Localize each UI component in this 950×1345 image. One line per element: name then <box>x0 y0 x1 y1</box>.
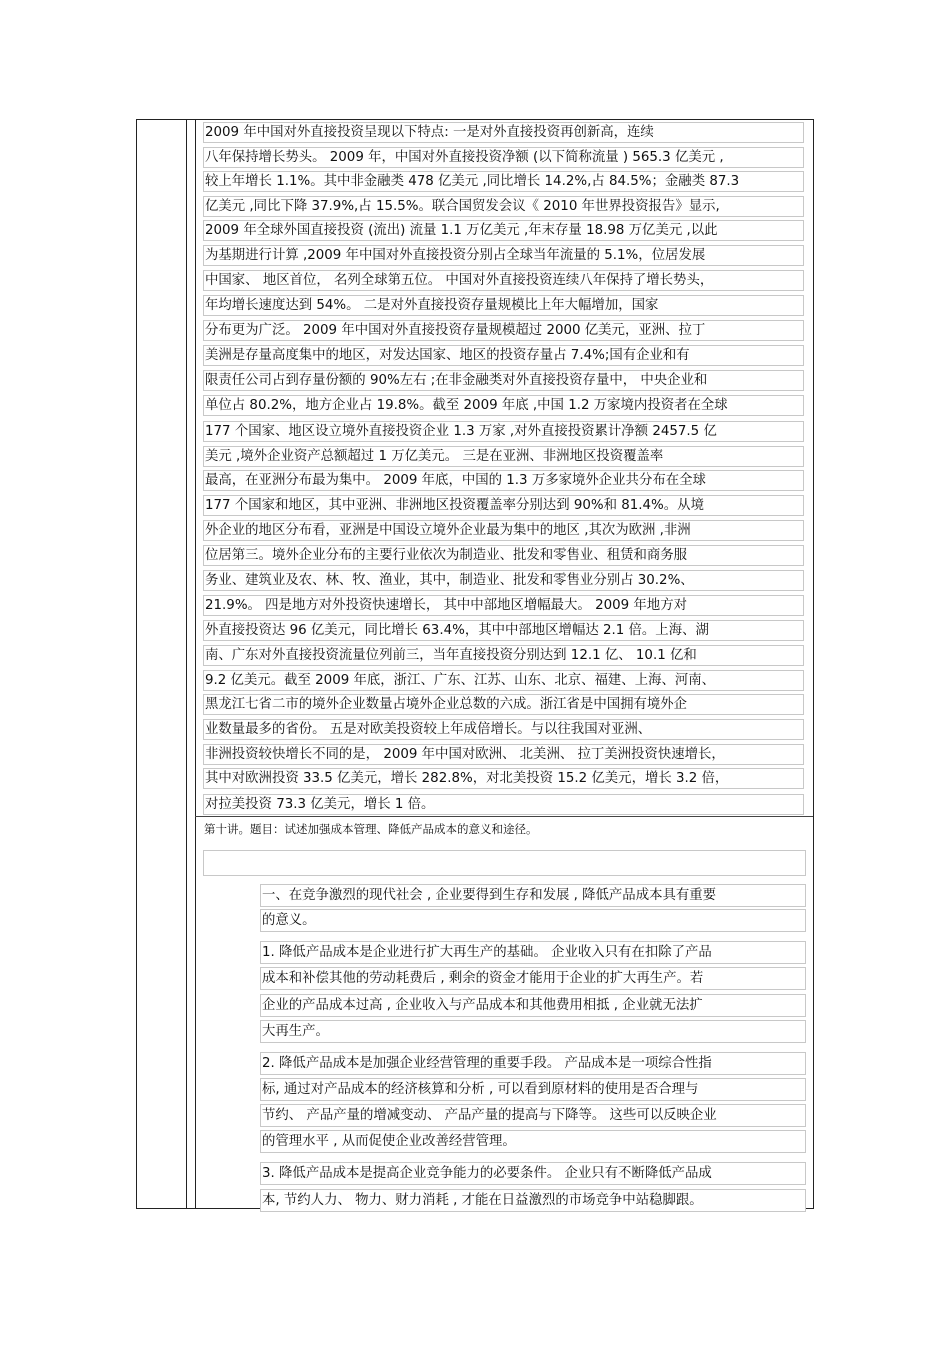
section-divider <box>195 816 813 817</box>
text-line: 成本和补偿其他的劳动耗费后 , 剩余的资金才能用于企业的扩大再生产。若 <box>260 967 806 990</box>
text-line: 为基期进行计算 ,2009 年中国对外直接投资分别占全球当年流量的 5.1%，位居发展 <box>203 245 804 266</box>
text-line: 年均增长速度达到 54%。 二是对外直接投资存量规模比上年大幅增加，国家 <box>203 295 804 316</box>
text-line: 9.2 亿美元。截至 2009 年底，浙江、广东、江苏、山东、北京、福建、上海、河南、 <box>203 670 804 691</box>
text-line: 的意义。 <box>260 909 806 932</box>
text-line: 2009 年全球外国直接投资 (流出) 流量 1.1 万亿美元 ,年末存量 18.98 万亿美元 ,以此 <box>203 220 804 241</box>
text-line: 单位占 80.2%，地方企业占 19.8%。截至 2009 年底 ,中国 1.2 万家境内投资者在全球 <box>203 395 804 416</box>
text-line: 3. 降低产品成本是提高企业竞争能力的必要条件。 企业只有不断降低产品成 <box>260 1162 806 1185</box>
text-line: 节约、 产品产量的增减变动、 产品产量的提高与下降等。 这些可以反映企业 <box>260 1104 806 1127</box>
text-line: 美洲是存量高度集中的地区，对发达国家、地区的投资存量占 7.4%;国有企业和有 <box>203 345 804 366</box>
text-line: 外直接投资达 96 亿美元，同比增长 63.4%，其中中部地区增幅达 2.1 倍。上海、湖 <box>203 620 804 641</box>
text-line: 最高，在亚洲分布最为集中。 2009 年底，中国的 1.3 万多家境外企业共分布在全球 <box>203 470 804 491</box>
text-line: 八年保持增长势头。 2009 年，中国对外直接投资净额 (以下简称流量 ) 565.3 亿美元 , <box>203 147 804 168</box>
text-line: 的管理水平 , 从而促使企业改善经营管理。 <box>260 1130 806 1153</box>
text-line: 2009 年中国对外直接投资呈现以下特点: 一是对外直接投资再创新高，连续 <box>203 122 804 143</box>
text-line: 177 个国家和地区，其中亚洲、非洲地区投资覆盖率分别达到 90%和 81.4%。从境 <box>203 495 804 516</box>
text-line: 较上年增长 1.1%。其中非金融类 478 亿美元 ,同比增长 14.2%,占 84.5%；金融类 87.3 <box>203 171 804 192</box>
text-line: 1. 降低产品成本是企业进行扩大再生产的基础。 企业收入只有在扣除了产品 <box>260 941 806 964</box>
text-line: 位居第三。境外企业分布的主要行业依次为制造业、批发和零售业、租赁和商务服 <box>203 545 804 566</box>
empty-text-box <box>203 850 806 876</box>
text-line: 务业、建筑业及农、林、牧、渔业，其中，制造业、批发和零售业分别占 30.2%、 <box>203 570 804 591</box>
text-line: 一、在竞争激烈的现代社会 , 企业要得到生存和发展 , 降低产品成本具有重要 <box>260 884 806 907</box>
text-line: 黑龙江七省二市的境外企业数量占境外企业总数的六成。浙江省是中国拥有境外企 <box>203 694 804 715</box>
text-line: 标, 通过对产品成本的经济核算和分析 , 可以看到原材料的使用是否合理与 <box>260 1078 806 1101</box>
text-line: 本, 节约人力、 物力、财力消耗 , 才能在日益激烈的市场竞争中站稳脚跟。 <box>260 1189 806 1212</box>
text-line: 中国家、 地区首位， 名列全球第五位。 中国对外直接投资连续八年保持了增长势头， <box>203 270 804 291</box>
column-divider-right <box>195 119 196 1209</box>
text-line: 其中对欧洲投资 33.5 亿美元，增长 282.8%，对北美投资 15.2 亿美元，增长 3.2 倍， <box>203 768 804 789</box>
text-line: 南、广东对外直接投资流量位列前三，当年直接投资分别达到 12.1 亿、 10.1 亿和 <box>203 645 804 666</box>
column-divider-left <box>186 119 187 1209</box>
text-line: 对拉美投资 73.3 亿美元，增长 1 倍。 <box>203 794 804 815</box>
text-line: 业数量最多的省份。 五是对欧美投资较上年成倍增长。与以往我国对亚洲、 <box>203 719 804 740</box>
text-line: 非洲投资较快增长不同的是， 2009 年中国对欧洲、 北美洲、 拉丁美洲投资快速增长， <box>203 744 804 765</box>
text-line: 21.9%。 四是地方对外投资快速增长， 其中中部地区增幅最大。 2009 年地方对 <box>203 595 804 616</box>
text-line: 美元 ,境外企业资产总额超过 1 万亿美元。 三是在亚洲、非洲地区投资覆盖率 <box>203 446 804 467</box>
text-line: 企业的产品成本过高 , 企业收入与产品成本和其他费用相抵 , 企业就无法扩 <box>260 994 806 1017</box>
text-line: 限责任公司占到存量份额的 90%左右 ;在非金融类对外直接投资存量中， 中央企业和 <box>203 370 804 391</box>
text-line: 亿美元 ,同比下降 37.9%,占 15.5%。联合国贸发会议《 2010 年世界投资报告》显示, <box>203 196 804 217</box>
text-line: 大再生产。 <box>260 1020 806 1043</box>
text-line: 分布更为广泛。 2009 年中国对外直接投资存量规模超过 2000 亿美元，亚洲、拉丁 <box>203 320 804 341</box>
lecture-title: 第十讲。题目：试述加强成本管理、降低产品成本的意义和途径。 <box>204 822 538 836</box>
text-line: 177 个国家、地区设立境外直接投资企业 1.3 万家 ,对外直接投资累计净额 2457.5 亿 <box>203 421 804 442</box>
text-line: 外企业的地区分布看，亚洲是中国设立境外企业最为集中的地区 ,其次为欧洲 ,非洲 <box>203 520 804 541</box>
text-line: 2. 降低产品成本是加强企业经营管理的重要手段。 产品成本是一项综合性指 <box>260 1052 806 1075</box>
